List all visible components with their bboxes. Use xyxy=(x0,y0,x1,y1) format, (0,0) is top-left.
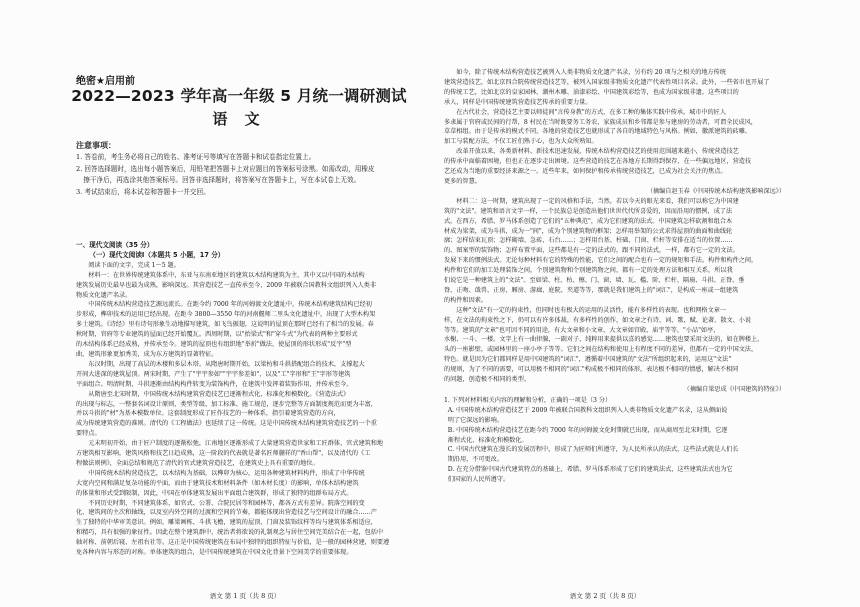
answer-option: 渐程式化、标准化和模数化。 xyxy=(447,436,528,444)
text-line: 中国传统木结构营造技艺，以木结构为基础，以榫卯为核心，运用各种建筑材料构件，形成了中华传统 xyxy=(88,469,365,477)
page-2 xyxy=(430,0,860,607)
text-line: 建筑发展历史最早也最为成熟，影响深远。其营造技艺一直传承至今，2009 年被联合国教科文组织列入人类非 xyxy=(76,281,377,289)
notice-heading: 注意事项： xyxy=(76,141,116,150)
text-line: 从隋唐至北宋时期，中国传统木结构建筑营造技艺已逐渐程式化、标准化和模数化。《营造法式》 xyxy=(88,390,350,398)
text-line: 秋时期，官府等专业建筑的屋面已经开始覆瓦。西周时期，以"抬梁式"和"穿斗式"为代表的两种主要形式 xyxy=(76,331,358,339)
text-line: 物质文化遗产名录。 xyxy=(76,291,132,299)
text-line: 平面组合。明清时期，斗拱逐渐由结构构件转变为装饰构件，在建筑中发挥着装饰作用，并传承至今。 xyxy=(76,380,353,388)
answer-option: 们国家的人民所遵守。 xyxy=(447,476,510,484)
notice-item: 3. 考试结束后，将本试卷和答题卡一并交回。 xyxy=(76,187,210,196)
notice-item: 擦干净后，再选涂其他答案标号。回答非选择题时，将答案写在答题卡上，写在本试卷上无效。 xyxy=(83,176,361,184)
text-line: 大宽内空间和满足复杂功能的平面，而由于建筑技术和材料条件（如木材长度）的影响，单体木结构建筑 xyxy=(76,479,359,487)
source-citation: （摘编自赵玉春《中国传统木结构建筑影响深远》） xyxy=(646,187,785,195)
section-heading: 一、现代文阅读（35 分） xyxy=(76,241,154,249)
text-line: 更多的智慧。 xyxy=(444,177,481,185)
answer-option: C. 中国古代建筑在漫长的发展历程中，形成了为匠师们所遵守，为人民所承认的法式，这些法式就是人们长 xyxy=(447,446,739,454)
text-line: 元末明初开始，由于匠户制度的逐渐松弛，江南地区逐渐形成了大量建筑营造世家和工匠群体，官式建筑和地 xyxy=(88,440,384,448)
text-line: 的、图案型的装饰物；怎样布置平面，这些都是有一定的法式的，跟不同的法式，一样，都有它一定的文法。 xyxy=(444,247,739,255)
text-line: 式。在西方，希腊、罗马体系创造了它们的"五种典范"，成为它们建筑的法式。中国建筑怎样砍割和组合木 xyxy=(444,217,733,225)
answer-option: A. 中国传统木结构营造技艺于 2009 年被联合国教科文组织列入人类非物质文化遗产名录，这从侧面说 xyxy=(447,406,728,414)
section-heading: （一）现代文阅读Ⅰ（本题共 5 小题，17 分） xyxy=(89,250,225,259)
text-line: 的体量和形式受到限制，因此，中国在单体建筑发展出平面组合建筑群，形成了独特的组群布局方式。 xyxy=(76,489,353,497)
text-line: 廓；怎样结束瓦顶；怎样砌墙、急砖、石台……；怎样用台基、柱础、门窗、栏杆等安排在适当的位置…… xyxy=(444,237,733,245)
text-line: 的规则，为了不同的需要，可以用极不相同的"词汇"构成极不相同的体形，表达极不相同的情感，解决不相同 xyxy=(444,366,739,374)
text-line: 轴对称、前朝后寝、左祖右社等。这正是中国传统建筑在布局中独特的组织特征与价值，是一般的园林营建，则要遵 xyxy=(76,539,390,547)
text-line: 水榭、一斗、一楼。文字上有一曲律腺，一副对子，纯粹用来提供以喜的感觉……建筑也要采用文法的，如在牌楼上， xyxy=(444,336,764,344)
text-line: 样，在文法的拘束性之下，仍可以有许多体裁，有多样性的创作，如文章之有诗、词、歌、赋、论著、散文、小说 xyxy=(444,316,752,324)
text-line: 脊、正吻、戗兽、正房、厢房、游廊、庭院、夹道等等，那就是我们建筑上的"词汇"，是构成一座或一组建筑 xyxy=(444,286,739,294)
text-line: 的传统工艺，比如北京的皇家园林、潮州木雕、油漆彩绘、中国建筑彩绘等，也成为国家级非遗。这些项目的 xyxy=(444,88,739,96)
text-line: 艺还成为当地的重要经济来源之一。近些年来，如何保护和传承传统营造技艺，已成为社会关注的焦点。 xyxy=(444,168,727,176)
text-line: 如今，除了传统木结构营造技艺被列入人类非物质文化遗产名录，另有约 20 项与之相关的地方传统 xyxy=(456,69,726,76)
exam-title: 2022—2023 学年高一年级 5 月统一调研测试 xyxy=(71,87,407,105)
answer-option: 期沿用，不可更改。 xyxy=(447,456,503,464)
text-line: 的构件和因素。 xyxy=(444,296,487,304)
text-line: 建筑营造技艺，如北京四合院传统营造技艺等，被列入国家级非物质文化遗产代表性项目名录。此外，一些省市也开展了 xyxy=(444,78,770,86)
notice-item: 2. 回答选择题时，选出每小题答案后，用铅笔把答题卡上对应题目的答案标号涂黑。如需改动，用橡皮 xyxy=(76,164,375,173)
text-line: 材料一：在世界传统建筑体系中，东亚与东南亚地区的建筑以木结构建筑为主，其中又以中国的木结构 xyxy=(88,271,365,279)
text-line: 成为传统建筑营造的准则。清代的《工程做法》也延续了这一传统。这是中国传统木结构建筑营造技艺的一个重 xyxy=(76,420,377,428)
text-line: 承人，同样是中国传统建筑营造技艺传承的重要力量。 xyxy=(444,98,592,106)
text-line: 中国传统木结构营造技艺源远流长。在距今约 7000 年的河姆渡文化遗址中，传统木结构建筑结构已经初 xyxy=(88,301,372,309)
text-line: 曲，建筑形象更加秀美，成为东方建筑的显著特征。 xyxy=(76,350,218,358)
text-line: 发展下来的惯例法式。无论每种材料有它的特殊的性能，它们之间的配合也有一定的规矩和手法。构件和构件之间， xyxy=(444,257,758,265)
text-line: 免各种内容与形态的对称。单体建筑的组合，是中国传统建筑在中国文化背景下空间美学的重要体现。 xyxy=(76,549,353,557)
notice-list xyxy=(76,152,421,198)
text-line: 阅读下面的文字，完成 1～5 题。 xyxy=(88,261,180,269)
question-stem: 1. 下列对材料相关内容的理解和分析，正确的一项是（3 分） xyxy=(444,396,612,404)
text-line: 的木结构体系已经成熟，并传承至今。建筑的屋顶也有组织地"举折"做法，使屋顶的形状形成"反宇"型 xyxy=(76,341,352,349)
text-line: 材料二：这一时期，建筑出现了一定的风格和手法，当然，若以今天的眼光来看，我们可以称它为中国建 xyxy=(456,197,739,205)
text-line: 草草相组。由于是传承的模式不同，各地的营造技艺也就形成了各自的地域特色与风格。例如，徽派建筑的砖雕、 xyxy=(444,128,752,136)
text-line: 特色。就是因为它们都同样是用中国建筑的"词汇"，遵循着中国建筑的"文法"所组织起来的，运用这"文法" xyxy=(444,356,732,364)
text-line: 的出现与标志，一整套名词设计原则、类型等级、加工标准、施工规范，逐步完整等方面制度规范而更为丰富， xyxy=(76,400,377,408)
answer-option: B. 中国传统木结构营造技艺在距今约 7000 年的河姆渡文化时期就已出现，而从商周至北宋时期，它逐 xyxy=(447,426,728,434)
text-line: 这种"文法"有一定的拘束性，但同时也有极大的运用的灵活性，能有多样性的表现。也和网格文章一 xyxy=(456,306,726,314)
text-line: 加工与装配方法，不仅工匠们熟于心，也为大众所熟知。 xyxy=(444,138,598,146)
text-line: 方建筑相互影响，建筑风格和技艺日趋成熟，这一阶段的代表就是著名匠师蒯祥的"香山帮"，以及清代的《工 xyxy=(76,450,371,458)
text-line: 和精巧，具有很强的象征性。因此在整个建筑群中，统治者将欲说的礼制观念与居住空间完美结合在一起，包括中 xyxy=(76,529,384,537)
text-line: 多土建筑。《诗经》里有诗句形象生动地描写建筑，如飞鸟振翅，这说明的屋顶在那时已经有了相当的发展。春 xyxy=(76,321,374,329)
source-citation: （摘编自梁思成《中国建筑的特征》） xyxy=(683,386,785,393)
page-1-footer: 语文 第 1 页（共 8 页） xyxy=(209,592,281,600)
text-line: 多隶属于官府或民间的行帮，8 村民在当时既要务工务农，家族成员和乡邻都是参与建房的劳动者，可谓全民成风， xyxy=(444,118,757,126)
answer-option: 明了它深远的影响。 xyxy=(447,416,503,424)
text-line: 的传承中面临着困境，但也正在逐步走出困境。这些营造的技艺在各地方长期得到保存，在一些偏远地区，营造技 xyxy=(444,158,752,166)
text-line: 构件和它们的加工处理装饰之间，个别建筑物和个别建筑物之间，都有一定的处理方法和相互关系，所以我 xyxy=(444,267,733,275)
page-2-body xyxy=(444,68,789,485)
page-2-footer: 语文 第 2 页（共 8 页） xyxy=(569,592,641,600)
text-line: 等等。建筑的"文章"也可因不同的用途，有大文章和小文章，大文章如宫殿、庙宇等等，"小品"如亭、 xyxy=(444,326,720,334)
text-line: 筑的"文法"。建筑和语言文字一样，一个民族总是创造出他们世世代代所喜爱的，因而沿用的惯例，成了法 xyxy=(444,207,733,215)
text-line: 化、建筑间的主次和轴线，以及室内外空间的过渡和空间的节奏，都能体现出营造技艺与空间设计的融合……产 xyxy=(76,509,377,517)
text-line: 们说它是一种建筑上的"文法"。至如梁、柱、枋、檩、门、窗、墙、瓦、槛、阶、栏杆、隔扇、斗拱、正脊、垂 xyxy=(444,277,745,285)
subject-title: 语 文 xyxy=(212,110,266,128)
text-line: 改革开放以来，各类新材料、新技术迅速发展，传统木结构营造技艺的使用范围越来越小，传统营造技艺 xyxy=(456,148,739,156)
text-line: 东汉时期，出现了高层的木楼和多层木塔。从隋唐时期开始，以梁枋和斗拱搭配组合的技术，支撑起大 xyxy=(88,360,365,368)
text-line: 程做法则例》，全面总结和规范了清代的官式建筑营造技艺，在建筑史上具有重要的地位。 xyxy=(76,459,319,467)
text-line: 不同历史时期，不同建筑体系，如官式、公署、合院民居等和园林等，都各方式有差异。院落空间的变 xyxy=(88,499,365,507)
text-line: 步形成，榫卯技术的运用已经出现。在距今 3800—3550 年的河南偃师二里头文化遗址中，出现了大型木构架 xyxy=(76,311,376,319)
text-line: 生了独特的中华审美意识。例如，雕梁画栋、斗拱飞檐，建筑的屋顶、门窗及装饰纹样等均与建筑体系相适应， xyxy=(76,519,377,527)
answer-option: D. 在充分借鉴中国古代建筑特点的基础上，希腊、罗马体系形成了它们的建筑法式，这些建筑法式也为它 xyxy=(447,466,733,474)
text-line: 开间大进深的建筑屋顶。两宋时期，产生了"宇宇参如""宇宇参差如"，以及"工"字形和"王"字形等建筑 xyxy=(76,370,351,378)
text-line: 并以斗拱的"材"为基本模数单位。这套制度形成了匠作技艺的一种体系，指引着建筑营造的方向， xyxy=(76,410,340,418)
secret-label: 绝密★启用前 xyxy=(76,76,135,87)
text-line: 在古代社会，营造技艺主要以师徒间"言传身教"的方式，在多工种的集体实践中传承。城市中的匠人 xyxy=(456,108,726,116)
notice-item: 1. 答卷前，考生务必将自己的姓名、准考证号等填写在答题卡和试卷指定位置上。 xyxy=(76,153,316,161)
text-line: 头的一座影壁，或园林里的一座小亭子等等。它们之间在结构和使用上有程度不同的差异，但都有一定的中国文法， xyxy=(444,346,758,354)
text-line: 的问题，创造极不相同的类型。 xyxy=(444,376,530,384)
text-line: 要特点。 xyxy=(76,430,101,438)
text-line: 材成为梁架，成为斗拱，成为一"间"，成为个别建筑物的框架；怎样用举架的公式求得屋顶的曲面和曲线轮 xyxy=(444,227,733,235)
page-1-body xyxy=(76,241,421,558)
